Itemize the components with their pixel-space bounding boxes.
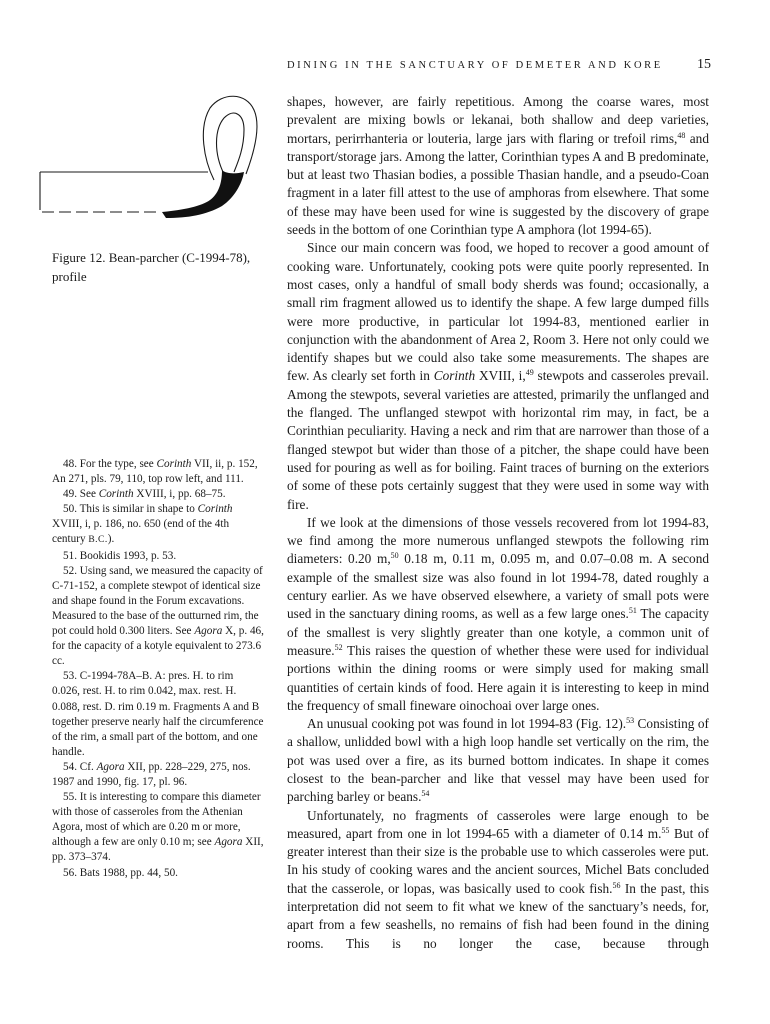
footnote-ref: 50 — [390, 551, 399, 561]
bean-parcher-profile-drawing — [38, 88, 263, 238]
footnote: 53. C-1994-78A–B. A: pres. H. to rim 0.026, rest. H. to rim 0.042, max. rest. H. 0.088, rest. D. rim 0.19 m. Fragments A and B together preserve nearly half the circumference of the rim, a small part of the bottom, and one handle. — [52, 670, 264, 758]
main-text — [287, 93, 709, 953]
preserved-section — [162, 170, 244, 218]
footnote-ref: 53 — [626, 716, 635, 726]
figure-caption: Figure 12. Bean-parcher (C-1994-78), profile — [52, 250, 251, 284]
body-paragraph: If we look at the dimensions of those vessels recovered from lot 1994-83, we find among the more numerous unflanged stewpots the following rim diameters: 0.20 m,$^{50}$ 0.18 m, 0.11 m, 0.095 m, and 0.07–0.08 m. A second example of the smallest size was also found in lot 1994-78, dated roughly a century earlier. As we have observed elsewhere, a variety of small pots were used in the sanctuary dining rooms, as well as a few large ones.$^{51}$ The capacity of the smallest is very slightly greater than one kotyle, a common unit of measure.$^{52}$ This raises the question of whether these were used for individual portions within the dining rooms or were simply used for making small quantities of certain kinds of food. Here again it is interesting to keep in mind the frequency of small fineware oinochoai over large ones. — [287, 514, 709, 713]
page-number: 15 — [697, 57, 711, 72]
running-head — [287, 57, 711, 73]
body-paragraph: Unfortunately, no fragments of casseroles were large enough to be measured, apart from one in lot 1994-65 with a diameter of 0.14 m.$^{55}$ But of greater interest than their size is the probable use to which casseroles were put. In his study of cooking wares and the ancient sources, Michel Bats concluded that the casserole, or lopas, was basically used to cook fish.$^{56}$ In the past, this interpretation did not seem to fit what we knew of the sanctuary’s needs, for, apart from a few seashells, no remains of fish had been found in the dining rooms. This is no longer the case, because through — [287, 807, 710, 951]
footnote: 52. Using sand, we measured the capacity of C-71-152, a complete stewpot of identical size and shape found in the Forum excavations. Measured to the base of the outturned rim, the pot could hold 0.300 liters. See Agora X, p. 46, for the capacity of a kotyle equivalent to 273.6 cc. — [52, 564, 264, 668]
italic-title: Corinth — [433, 368, 476, 384]
small-caps: B.C. — [88, 535, 108, 546]
handle-inner-contour — [217, 113, 245, 174]
footnote: 50. This is similar in shape to Corinth XVIII, i, p. 186, no. 650 (end of the 4th century B.C.). — [52, 503, 233, 546]
footnote: 54. Cf. Agora XII, pp. 228–229, 275, nos. 1987 and 1990, fig. 17, pl. 96. — [52, 760, 251, 788]
body-paragraph: An unusual cooking pot was found in lot 1994-83 (Fig. 12).$^{53}$ Consisting of a shallow, unlidded bowl with a high loop handle set vertically on the rim, the pot was used over a fire, as its burned bottom indicates. In shape it comes closest to the bean-parcher and like that vessel may have been used for parching barley or beans.$^{54}$ — [287, 716, 709, 805]
italic-title: Agora — [194, 625, 223, 638]
footnote-ref: 49 — [525, 368, 534, 378]
italic-title: Corinth — [197, 503, 233, 516]
footnote-ref: 55 — [661, 825, 670, 835]
footnote: 56. Bats 1988, pp. 44, 50. — [63, 866, 178, 879]
footnote: 49. See Corinth XVIII, i, pp. 68–75. — [63, 488, 226, 501]
running-head-title: DINING IN THE SANCTUARY OF DEMETER AND KORE — [287, 60, 663, 71]
footnote: 55. It is interesting to compare this diameter with those of casseroles from the Athenian Agora, most of which are 0.20 m or more, although a few are only 0.10 m; see Agora XII, pp. 373–374. — [52, 791, 264, 864]
footnotes — [52, 457, 264, 881]
italic-title: Corinth — [156, 458, 192, 470]
italic-title: Corinth — [98, 488, 134, 501]
footnote: 48. For the type, see Corinth VII, ii, p. 152, An 271, pls. 79, 110, top row left, and 111. — [52, 458, 258, 486]
italic-title: Agora — [96, 760, 125, 773]
footnote-ref: 52 — [334, 642, 343, 652]
footnote-ref: 54 — [421, 789, 430, 799]
footnote-ref: 56 — [612, 880, 621, 890]
footnote-ref: 51 — [628, 606, 637, 616]
body-paragraph: shapes, however, are fairly repetitious. Among the coarse wares, most prevalent are mixing bowls or lekanai, both shallow and deep varieties, mortars, perirrhanteria or louteria, large jars with flaring or trefoil rims,$^{48}$ and transport/storage jars. Among the latter, Corinthian types A and B predominate, but at least two Thasian bodies, a possible Thasian handle, and a pseudo-Coan fragment in a later fill attest to the use of amphoras from elsewhere. That some of these may have been used for wine is suggested by the discovery of grape seeds in the bottom of one Corinthian type A amphora (lot 1994-65). — [287, 94, 709, 238]
italic-title: Agora — [214, 836, 243, 849]
body-paragraph: Since our main concern was food, we hoped to recover a good amount of cooking ware. Unfortunately, cooking pots were quite poorly represented. In most cases, only a handful of small body sherds was found; occasionally, a small rim fragment allowed us to identify the shape. A few large dumped fills were more productive, in particular lot 1994-83, mentioned earlier in conjunction with the abandonment of Area 2, Room 3. Here not only could we identify shapes but we could also take some measurements. The shapes are few. As clearly set forth in Corinth XVIII, i,$^{49}$ stewpots and casseroles prevail. Among the stewpots, several varieties are attested, primarily the unflanged and the flanged. The unflanged stewpot with horizontal rim may, in fact, be a Corinthian peculiarity. Having a neck and rim that are narrower than those of a flanged stewpot but wider than those of a pitcher, the shape could have been used for pouring as well as for boiling. Faint traces of burning on the exteriors of some of these pots certainly suggest that they were used in some way with fire. — [287, 240, 710, 512]
handle-outer-contour — [203, 96, 257, 180]
footnote-ref: 48 — [677, 130, 686, 140]
footnote: 51. Bookidis 1993, p. 53. — [63, 549, 177, 562]
